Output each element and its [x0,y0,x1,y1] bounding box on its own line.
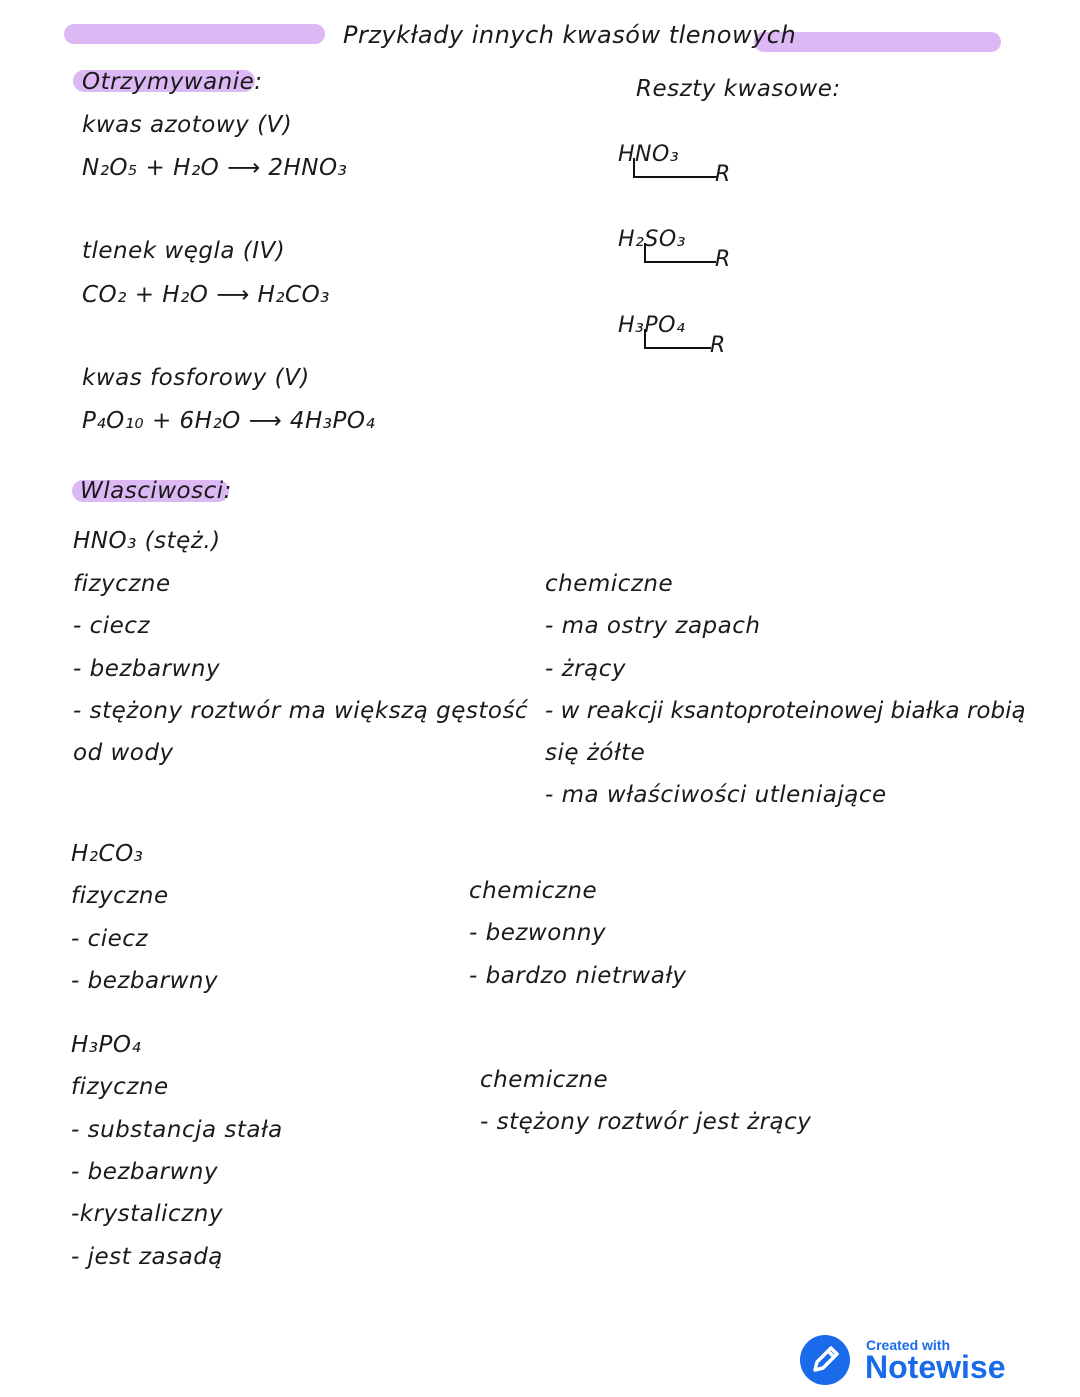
reaction-equation: CO₂ + H₂O ⟶ H₂CO₃ [82,282,330,308]
acid-residue [618,227,738,277]
property: - bezbarwny [71,968,219,994]
heading-wlasciwosci: Wlasciwosci: [80,478,232,504]
logo-caption: Created with [866,1337,951,1353]
property: - substancja stała [71,1117,283,1143]
reaction-name: kwas fosforowy (V) [82,365,310,391]
property: - ma ostry zapach [545,613,761,639]
residue-bracket [633,158,717,178]
property: - bardzo nietrwały [469,963,687,989]
property: -krystaliczny [71,1201,223,1227]
residue-r: R [710,333,726,358]
property: - w reakcji ksantoproteinowej białka robią [545,698,1026,724]
logo-brand: Notewise [865,1349,1006,1385]
property: - żrący [545,656,626,682]
page-title: Przykłady innych kwasów tlenowych [343,21,797,49]
property: się żółte [545,740,646,766]
physical-label: fizyczne [73,571,171,597]
property: - ciecz [71,926,149,952]
residue-bracket [644,243,716,263]
pencil-icon [800,1335,850,1385]
property: - ciecz [73,613,151,639]
notewise-logo [800,1333,1030,1388]
acid-formula: H₂CO₃ [71,841,144,867]
heading-otrzymywanie: Otrzymywanie: [82,69,263,95]
acid-formula: H₂SO₃ [618,227,686,252]
residue-r: R [715,162,731,187]
acid-residue [618,142,738,192]
acid-residue [618,313,738,363]
property: - stężony roztwór ma większą gęstość [73,698,529,724]
reaction-equation: P₄O₁₀ + 6H₂O ⟶ 4H₃PO₄ [82,408,376,434]
acid-formula: H₃PO₄ [618,313,686,338]
property: - stężony roztwór jest żrący [480,1109,812,1135]
property: - bezbarwny [73,656,221,682]
physical-label: fizyczne [71,1074,169,1100]
residue-r: R [715,247,731,272]
title-decoration-left [64,24,325,44]
chemical-label: chemiczne [480,1067,609,1093]
reaction-equation: N₂O₅ + H₂O ⟶ 2HNO₃ [82,155,348,181]
property: - ma właściwości utleniające [545,782,887,808]
chemical-label: chemiczne [469,878,598,904]
acid-formula: HNO₃ [618,142,680,167]
property: od wody [73,740,174,766]
reaction-name: tlenek węgla (IV) [82,238,286,264]
property: - bezwonny [469,920,607,946]
property: - jest zasadą [71,1244,223,1270]
physical-label: fizyczne [71,883,169,909]
chemical-label: chemiczne [545,571,674,597]
acid-formula: HNO₃ (stęż.) [73,528,221,554]
property: - bezbarwny [71,1159,219,1185]
residue-bracket [644,329,711,349]
heading-reszty: Reszty kwasowe: [636,76,841,102]
acid-formula: H₃PO₄ [71,1032,142,1058]
reaction-name: kwas azotowy (V) [82,112,293,138]
